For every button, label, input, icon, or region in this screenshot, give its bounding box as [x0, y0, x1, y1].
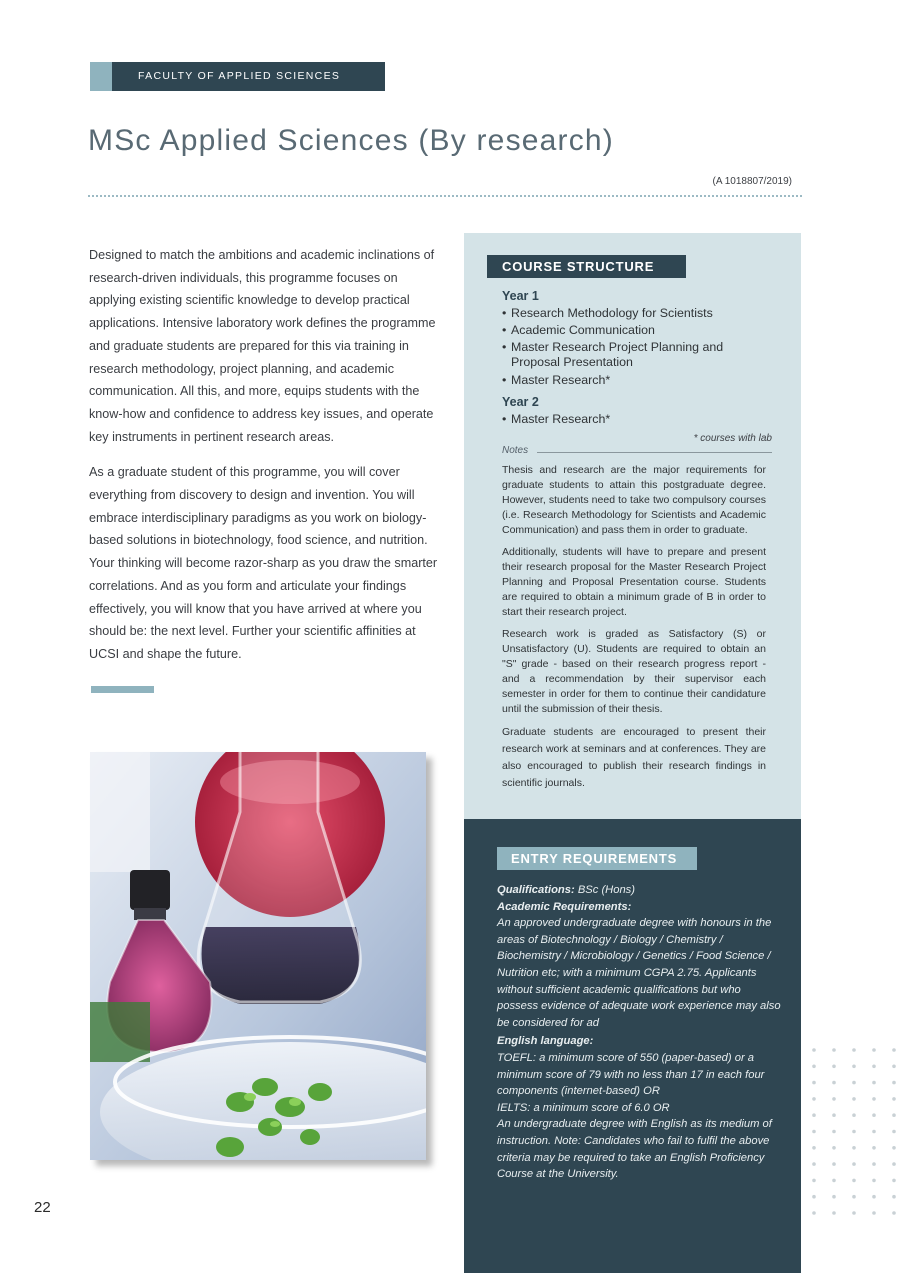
decorative-dot: [892, 1097, 896, 1101]
decorative-dot: [812, 1195, 816, 1199]
ielts-requirement: IELTS: a minimum score of 6.0 OR: [497, 1101, 670, 1114]
decorative-dot: [892, 1162, 896, 1166]
intro-accent-bar: [91, 686, 154, 693]
decorative-dot: [832, 1130, 836, 1134]
course-item: • Master Research Project Planning and Proposal Presentation: [502, 340, 724, 369]
page-title: MSc Applied Sciences (By research): [88, 124, 615, 157]
decorative-dot: [812, 1048, 816, 1052]
decorative-dot: [852, 1097, 856, 1101]
note-paragraph: Research work is graded as Satisfactory (S) or Unsatisfactory (U). Students are required to obtain an "S" grade - based on their research progress report - and a recommendation by their supervisor each semester in order for them to continue their candidature until the submission of their thesis.: [502, 628, 766, 715]
course-item: • Research Methodology for Scientists: [502, 306, 713, 320]
intro-paragraph-1: Designed to match the ambitions and academic inclinations of research-driven individuals, this programme focuses on applying existing scientific knowledge to develop practical applications. Intensive laboratory work defines the programme and graduate students are prepared for this via training in research methodology, project planning, and academic communication. All this, and more, equips students with the know-how and confidence to address key issues, and operate key instruments in pertinent research areas.: [89, 248, 436, 444]
lab-photo: [90, 752, 426, 1160]
decorative-dot: [872, 1113, 876, 1117]
decorative-dot: [892, 1081, 896, 1085]
decorative-dot: [852, 1162, 856, 1166]
decorative-dot: [872, 1195, 876, 1199]
decorative-dot: [892, 1130, 896, 1134]
course-item-label: Master Research*: [511, 373, 611, 387]
decorative-dot: [812, 1211, 816, 1215]
entry-requirements-text: [497, 882, 782, 1183]
decorative-dot: [832, 1146, 836, 1150]
decorative-dot: [852, 1065, 856, 1069]
decorative-dot: [872, 1065, 876, 1069]
decorative-dot: [872, 1162, 876, 1166]
decorative-dot: [892, 1048, 896, 1052]
decorative-dot: [812, 1081, 816, 1085]
course-item: • Academic Communication: [502, 323, 655, 337]
qualifications-line: [497, 882, 782, 899]
decorative-dot: [852, 1211, 856, 1215]
decorative-dot: [812, 1113, 816, 1117]
course-item: • Master Research*: [502, 373, 611, 387]
dotted-divider: [88, 195, 802, 197]
decorative-dot: [832, 1048, 836, 1052]
course-structure-heading: COURSE STRUCTURE: [487, 255, 686, 278]
decorative-dot: [852, 1195, 856, 1199]
academic-requirements-label: Academic Requirements:: [497, 900, 632, 913]
decorative-dot: [872, 1179, 876, 1183]
decorative-dot: [812, 1097, 816, 1101]
note-paragraph: Thesis and research are the major requirements for graduate students to attain this postgraduate degree. However, students need to take two compulsory courses (i.e. Research Methodology for Scientists and Academic Communication) and pass them in order to graduate.: [502, 464, 766, 536]
decorative-dot: [872, 1097, 876, 1101]
course-item-label: Research Methodology for Scientists: [511, 306, 713, 320]
decorative-dot: [852, 1179, 856, 1183]
decorative-dot: [872, 1146, 876, 1150]
decorative-dot: [892, 1211, 896, 1215]
decorative-dot: [812, 1146, 816, 1150]
decorative-dot: [892, 1146, 896, 1150]
decorative-dot-grid: [808, 1046, 900, 1222]
course-item-label: Academic Communication: [511, 323, 655, 337]
year-1-label: Year 1: [502, 289, 539, 303]
notes-text: [502, 463, 766, 799]
decorative-dot: [832, 1097, 836, 1101]
decorative-dot: [832, 1065, 836, 1069]
notes-label: Notes: [502, 445, 529, 456]
decorative-dot: [832, 1162, 836, 1166]
faculty-accent: [90, 62, 112, 91]
programme-code: (A 1018807/2019): [712, 176, 792, 187]
decorative-dot: [892, 1179, 896, 1183]
decorative-dot: [892, 1113, 896, 1117]
decorative-dot: [832, 1195, 836, 1199]
decorative-dot: [852, 1130, 856, 1134]
english-language-label: English language:: [497, 1035, 594, 1048]
academic-requirements-text: An approved undergraduate degree with honours in the areas of Biotechnology / Biology / Chemistry / Biochemistry / Microbiology / Genetics / Food Science / Nutrition etc; with a minimum CGPA 2.75. Applicants without sufficient academic qualifications but who possess evidence of adequate work experience may also be considered for ad: [497, 917, 781, 1029]
lab-footnote: * courses with lab: [693, 433, 772, 444]
decorative-dot: [852, 1113, 856, 1117]
decorative-dot: [832, 1081, 836, 1085]
faculty-label: FACULTY OF APPLIED SCIENCES: [112, 62, 385, 91]
decorative-dot: [852, 1146, 856, 1150]
year-2-label: Year 2: [502, 395, 539, 409]
decorative-dot: [872, 1130, 876, 1134]
qualifications-value: BSc (Hons): [577, 884, 636, 896]
course-item-label: Master Research*: [511, 412, 611, 426]
medium-requirement: An undergraduate degree with English as its medium of instruction. Note: Candidates who fail to fulfil the above criteria may be required to take an English Proficiency Course at the University.: [497, 1118, 772, 1181]
decorative-dot: [872, 1211, 876, 1215]
qualifications-label: Qualifications:: [497, 884, 575, 896]
decorative-dot: [892, 1065, 896, 1069]
decorative-dot: [832, 1113, 836, 1117]
decorative-dot: [812, 1065, 816, 1069]
decorative-dot: [812, 1179, 816, 1183]
toefl-requirement: TOEFL: a minimum score of 550 (paper-based) or a minimum score of 79 with no less than 17 in each four components (internet-based) OR: [497, 1051, 765, 1098]
decorative-dot: [872, 1048, 876, 1052]
decorative-dot: [832, 1211, 836, 1215]
decorative-dot: [872, 1081, 876, 1085]
intro-paragraph-2: As a graduate student of this programme, you will cover everything from discovery to design and invention. You will embrace interdisciplinary paradigms as you work on biology-based solutions in biotechnology, food science, and nutrition. Your thinking will become razor-sharp as you draw the smarter correlations. And as you form and articulate your findings effectively, you will know that you have arrived at where you should be: the next level. Further your scientific affinities at UCSI and shape the future.: [89, 465, 438, 661]
decorative-dot: [852, 1048, 856, 1052]
decorative-dot: [812, 1162, 816, 1166]
entry-requirements-heading: ENTRY REQUIREMENTS: [497, 847, 697, 870]
decorative-dot: [832, 1179, 836, 1183]
page-number: 22: [34, 1199, 51, 1216]
decorative-dot: [852, 1081, 856, 1085]
course-item-label: Master Research Project Planning and Proposal Presentation: [511, 340, 724, 369]
course-item: • Master Research*: [502, 412, 611, 426]
note-paragraph: Additionally, students will have to prepare and present their research proposal for the Master Research Project Planning and Proposal Presentation course. Students are required to obtain a minimum grade of B in order to start their research project.: [502, 546, 766, 618]
notes-divider: [537, 452, 772, 453]
decorative-dot: [812, 1130, 816, 1134]
note-paragraph: Graduate students are encouraged to present their research work at seminars and at conferences. They are also encouraged to publish their research findings in scientific journals.: [502, 726, 766, 789]
decorative-dot: [892, 1195, 896, 1199]
intro-text: [89, 244, 439, 679]
